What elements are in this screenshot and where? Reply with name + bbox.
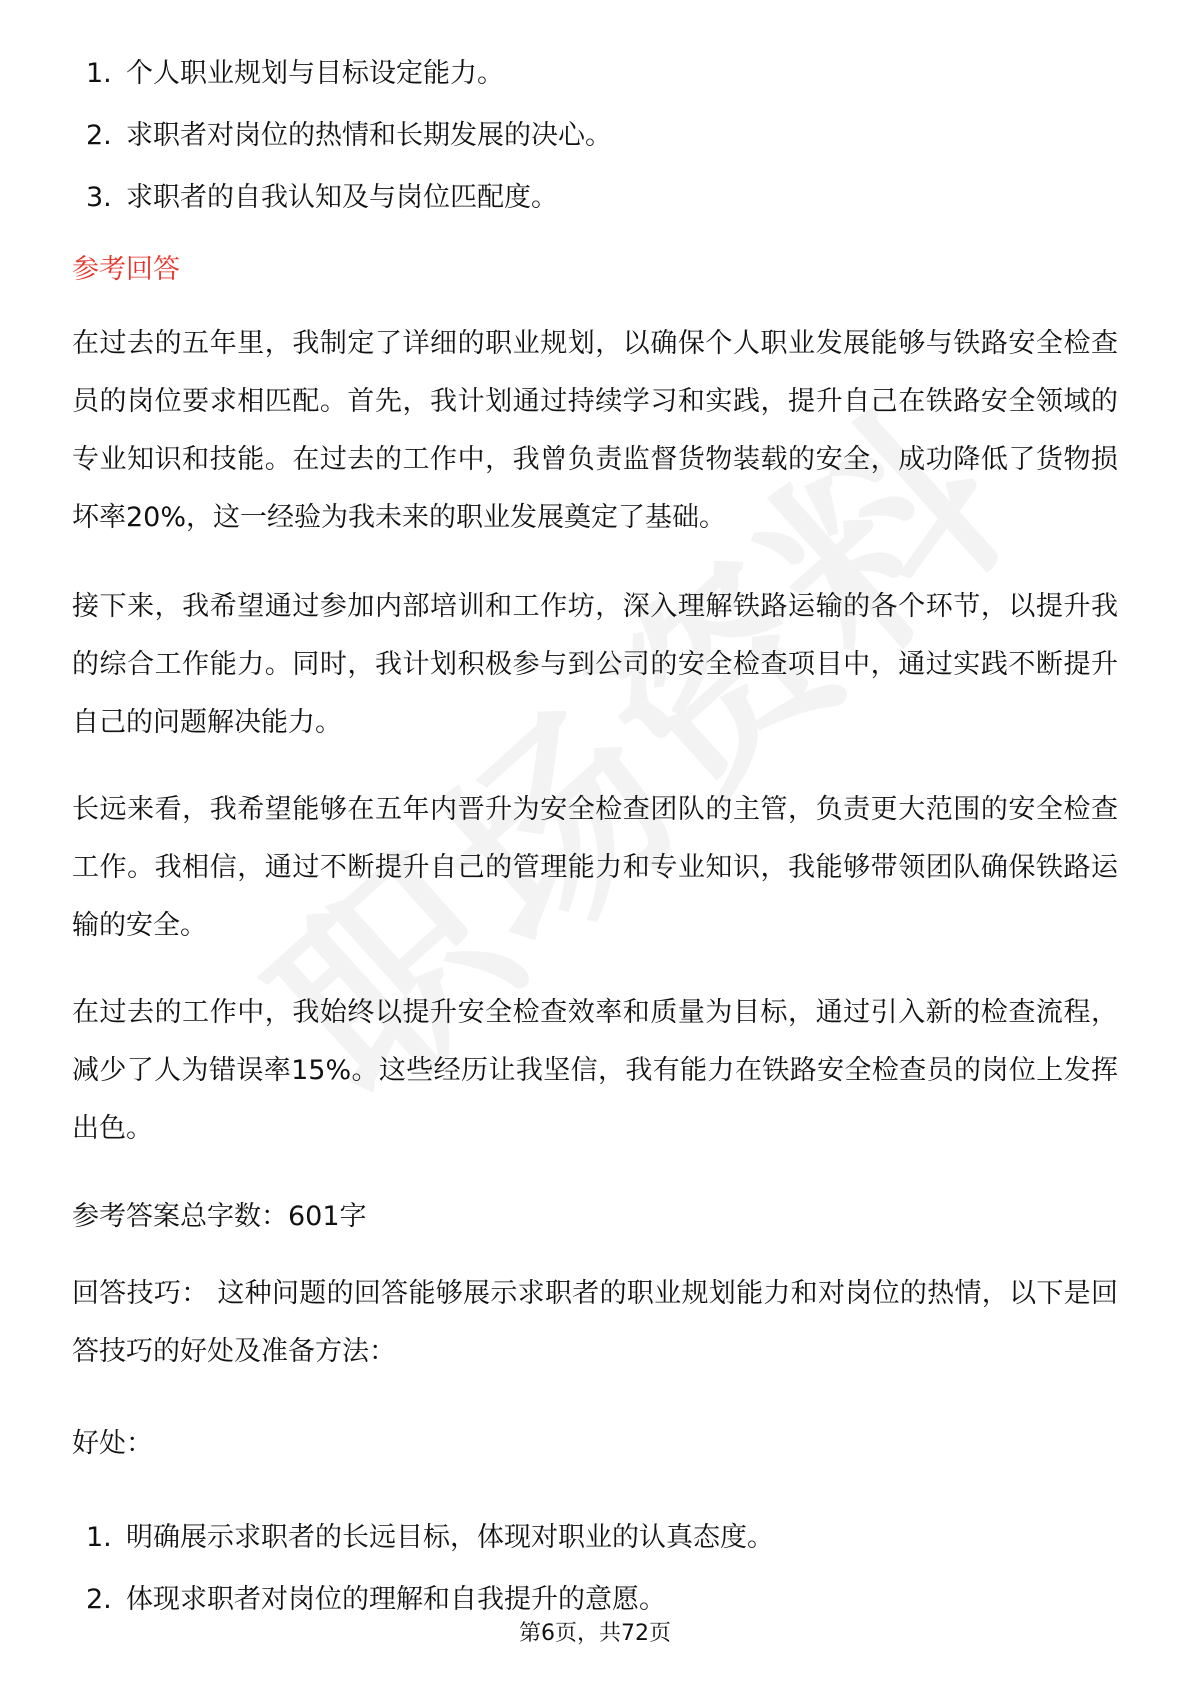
list-item [86, 116, 612, 178]
answer-paragraph: 长远来看，我希望能够在五年内晋升为安全检查团队的主管，负责更大范围的安全检查工作。我相信，通过不断提升自己的管理能力和专业知识，我能够带领团队确保铁路运输的安全。 [72, 794, 1118, 941]
list-item [86, 178, 612, 240]
answer-paragraph: 接下来，我希望通过参加内部培训和工作坊，深入理解铁路运输的各个环节，以提升我的综合工作能力。同时，我计划积极参与到公司的安全检查项目中，通过实践不断提升自己的问题解决能力。 [72, 591, 1118, 738]
reference-answer-heading: 参考回答 [72, 254, 180, 285]
list-number: 2. [86, 120, 112, 151]
list-number: 3. [86, 182, 112, 213]
list-item [86, 1518, 774, 1580]
benefits-heading: 好处： [72, 1428, 153, 1459]
list-number: 1. [86, 1522, 112, 1553]
list-text: 求职者的自我认知及与岗位匹配度。 [126, 182, 558, 213]
list-text: 个人职业规划与目标设定能力。 [126, 58, 504, 89]
answer-tips: 回答技巧： 这种问题的回答能够展示求职者的职业规划能力和对岗位的热情，以下是回答技巧的好处及准备方法： [72, 1278, 1118, 1367]
answer-paragraph: 在过去的五年里，我制定了详细的职业规划，以确保个人职业发展能够与铁路安全检查员的岗位要求相匹配。首先，我计划通过持续学习和实践，提升自己在铁路安全领域的专业知识和技能。在过去的工作中，我曾负责监督货物装载的安全，成功降低了货物损坏率20%，这一经验为我未来的职业发展奠定了基础。 [72, 328, 1118, 533]
list-number: 1. [86, 58, 112, 89]
word-count: 参考答案总字数：601字 [72, 1201, 367, 1232]
list-item [86, 54, 612, 116]
list-text: 明确展示求职者的长远目标，体现对职业的认真态度。 [126, 1522, 774, 1553]
list-number: 2. [86, 1584, 112, 1615]
page-number: 第6页，共72页 [519, 1621, 671, 1646]
list-text: 求职者对岗位的热情和长期发展的决心。 [126, 120, 612, 151]
answer-paragraph: 在过去的工作中，我始终以提升安全检查效率和质量为目标，通过引入新的检查流程，减少了人为错误率15%。这些经历让我坚信，我有能力在铁路安全检查员的岗位上发挥出色。 [72, 997, 1118, 1144]
list-text: 体现求职者对岗位的理解和自我提升的意愿。 [126, 1584, 666, 1615]
question-points-list [86, 54, 612, 240]
